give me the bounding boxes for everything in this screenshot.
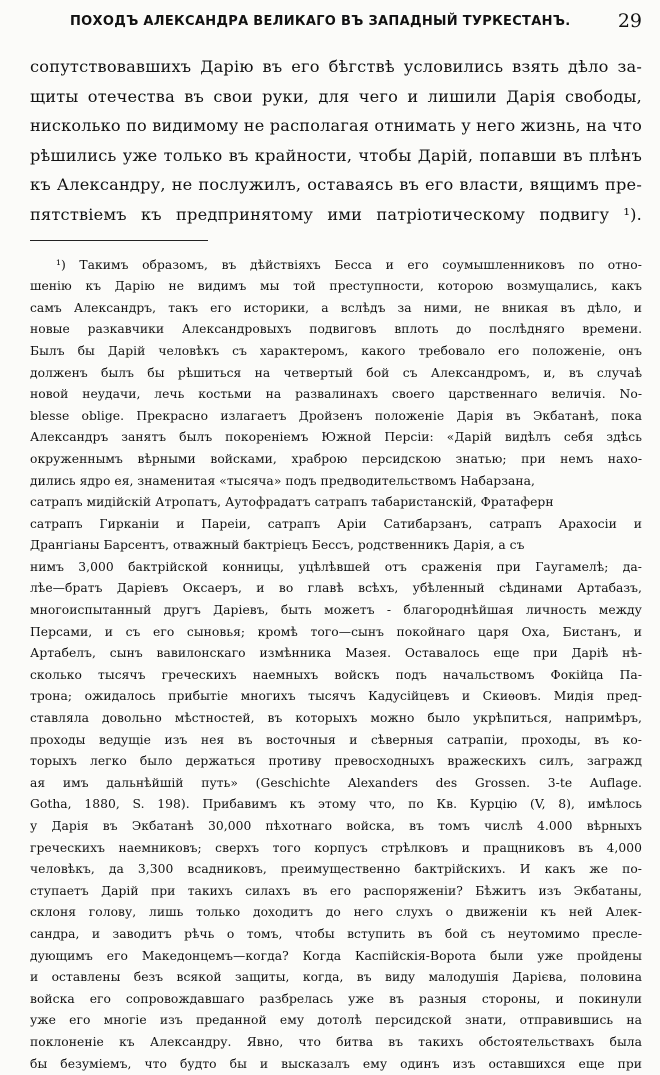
footnote-line: склоня голову, лишь только доходитъ до него слухъ о движеніи къ ней Алек-	[30, 905, 642, 920]
running-title: ПОХОДЪ АЛЕКСАНДРА ВЕЛИКАГО ВЪ ЗАПАДНЫЙ ТУРКЕСТАНЪ.	[70, 14, 571, 29]
footnote-line: трона; ожидалось прибытіе многихъ тысячъ Кадусійцевъ и Скиѳовъ. Мидія пред-	[30, 689, 642, 704]
footnote-line: самъ Александръ, такъ его историки, а вслѣдъ за ними, не вникая въ дѣло, и	[30, 300, 643, 315]
footnote-line: поклоненіе къ Александру. Явно, что битва въ такихъ обстоятельствахъ была	[30, 1034, 643, 1049]
body-line: щиты отечества въ свои руки, для чего и лишили Дарія свободы,	[30, 86, 642, 106]
body-line: нисколько по видимому не располагая отнимать у него жизнь, на что	[30, 116, 643, 136]
footnote-line: бы безуміемъ, что будто бы и высказалъ ему одинъ изъ оставшихся еще при	[30, 1056, 643, 1071]
footnote-line: и оставлены безъ всякой защиты, когда, въ виду малодушія Дарієва, половина	[30, 970, 643, 985]
footnote-line: греческихъ наемниковъ; сверхъ того корпусъ стрѣлковъ и пращниковъ въ 4,000	[30, 840, 642, 855]
footnote-line: Персами, и съ его сыновья; кромѣ того—сынъ покойнаго царя Оха, Бистанъ, и	[30, 624, 643, 639]
footnote-line: новые разкавчики Александровыхъ подвиговъ вплоть до послѣдняго времени.	[30, 322, 643, 337]
footnote-line: сатрапъ мидійскій Атропатъ, Аутофрадатъ сатрапъ табаристанскій, Фратаферн	[30, 495, 554, 510]
body-line: пятствіемъ къ предпринятому ими патріотическому подвигу ¹).	[30, 204, 642, 224]
footnote-line: войска его сопровождавшаго разбрелась уже въ разныя стороны, и покинули	[30, 991, 642, 1006]
footnote-line: сандра, и заводитъ рѣчь о томъ, чтобы вступить въ бой съ неутомимо пресле-	[30, 926, 643, 941]
footnote-line: человѣкъ, да 3,300 всадниковъ, преимущественно бактрійскихъ. И какъ же по-	[30, 862, 643, 877]
footnote-line: дующимъ его Македонцемъ—когда? Когда Каспійскія-Ворота были уже пройдены	[30, 948, 642, 963]
footnote-line: у Дарія въ Экбатанѣ 30,000 пѣхотнаго войска, въ томъ числѣ 4.000 вѣрныхъ	[30, 819, 642, 833]
footnote-line: торыхъ легко было держаться противу превосходныхъ вражескихъ силъ, загражд	[30, 754, 642, 769]
footnote-line: Артабелъ, сынъ вавилонскаго измѣнника Мазея. Оставалось еще при Даріѣ нѣ-	[30, 646, 643, 661]
footnote-block	[30, 255, 642, 1075]
page-header	[30, 10, 642, 38]
footnote-line: Дрангіаны Барсентъ, отважный бактріецъ Бессъ, родственникъ Дарія, а съ	[30, 538, 525, 553]
footnote-line: окруженнымъ вѣрными войсками, храброю персидскою знатью; при немъ нахо-	[30, 451, 643, 466]
footnote-separator	[30, 240, 208, 241]
footnote-line: ставляла довольно мѣстностей, въ которыхъ можно было укрѣпиться, напримѣръ,	[30, 711, 642, 726]
footnote-line: дились ядро ея, знаменитая «тысяча» подъ предводительствомъ Набарзана,	[30, 473, 535, 488]
footnote-line: сколько тысячъ греческихъ наемныхъ войскъ подъ начальствомъ Фокійца Па-	[30, 667, 643, 682]
footnote-line: многоиспытанный другъ Даріевъ, быть можетъ - благороднѣйшая личность между	[30, 603, 642, 618]
body-line: сопутствовавшихъ Дарію въ его бѣгствѣ условились взять дѣло за-	[30, 57, 642, 76]
footnote-line: уже его многіе изъ преданной ему дотолѣ персидской знати, отправившись на	[30, 1013, 642, 1028]
footnote-line: blesse oblige. Прекрасно излагаетъ Дройзенъ положеніе Дарія въ Экбатанѣ, пока	[30, 408, 642, 423]
page-number: 29	[617, 10, 642, 32]
footnote-line: ая имъ дальнѣйшій путь» (Geschichte Alexanders des Grossen. 3-te Auflage.	[30, 775, 642, 790]
footnote-line: нимъ 3,000 бактрійской конницы, уцѣлѣвшей отъ сраженія при Гаугамелѣ; да-	[30, 559, 642, 574]
footnote-line: Gotha, 1880, S. 198). Прибавимъ къ этому что, по Кв. Курцію (V, 8), имѣлось	[30, 797, 643, 812]
main-text	[30, 52, 642, 230]
book-page	[30, 10, 643, 1071]
footnote-line: Былъ бы Дарій человѣкъ съ характеромъ, какого требовало его положеніе, онъ	[30, 343, 642, 358]
footnote-line: ¹) Такимъ образомъ, въ дѣйствіяхъ Бесса и его соумышленниковъ по отно-	[56, 257, 642, 272]
footnote-line: лѣе—братъ Даріевъ Оксаеръ, и во главѣ всѣхъ, убѣленный сѣдинами Артабазъ,	[30, 581, 643, 596]
footnote-line: новой неудачи, лечь костьми на развалинахъ своего царственнаго величія. No-	[30, 387, 643, 402]
footnote-line: ступаетъ Дарій при такихъ силахъ въ его распоряженіи? Бѣжитъ изъ Экбатаны,	[30, 883, 642, 898]
footnote-line: Александръ занятъ былъ покореніемъ Южной Персіи: «Дарій видѣлъ себя здѣсь	[30, 430, 642, 445]
footnote-line: долженъ былъ бы рѣшиться на четвертый бой съ Александромъ, и, въ случаѣ	[30, 365, 643, 380]
footnote-line: проходы ведущіе изъ нея въ восточныя и сѣверныя сатрапіи, проходы, въ ко-	[30, 732, 643, 747]
body-line: рѣшились уже только въ крайности, чтобы Дарій, попавши въ плѣнъ	[30, 145, 642, 165]
body-line: къ Александру, не послужилъ, оставаясь въ его власти, вящимъ пре-	[30, 175, 642, 195]
footnote-line: шенію къ Дарію не видимъ мы той преступности, которою возмущались, какъ	[30, 279, 642, 294]
footnote-line: сатрапъ Гирканіи и Пареіи, сатрапъ Аріи Сатибарзанъ, сатрапъ Арахосіи и	[30, 516, 642, 531]
